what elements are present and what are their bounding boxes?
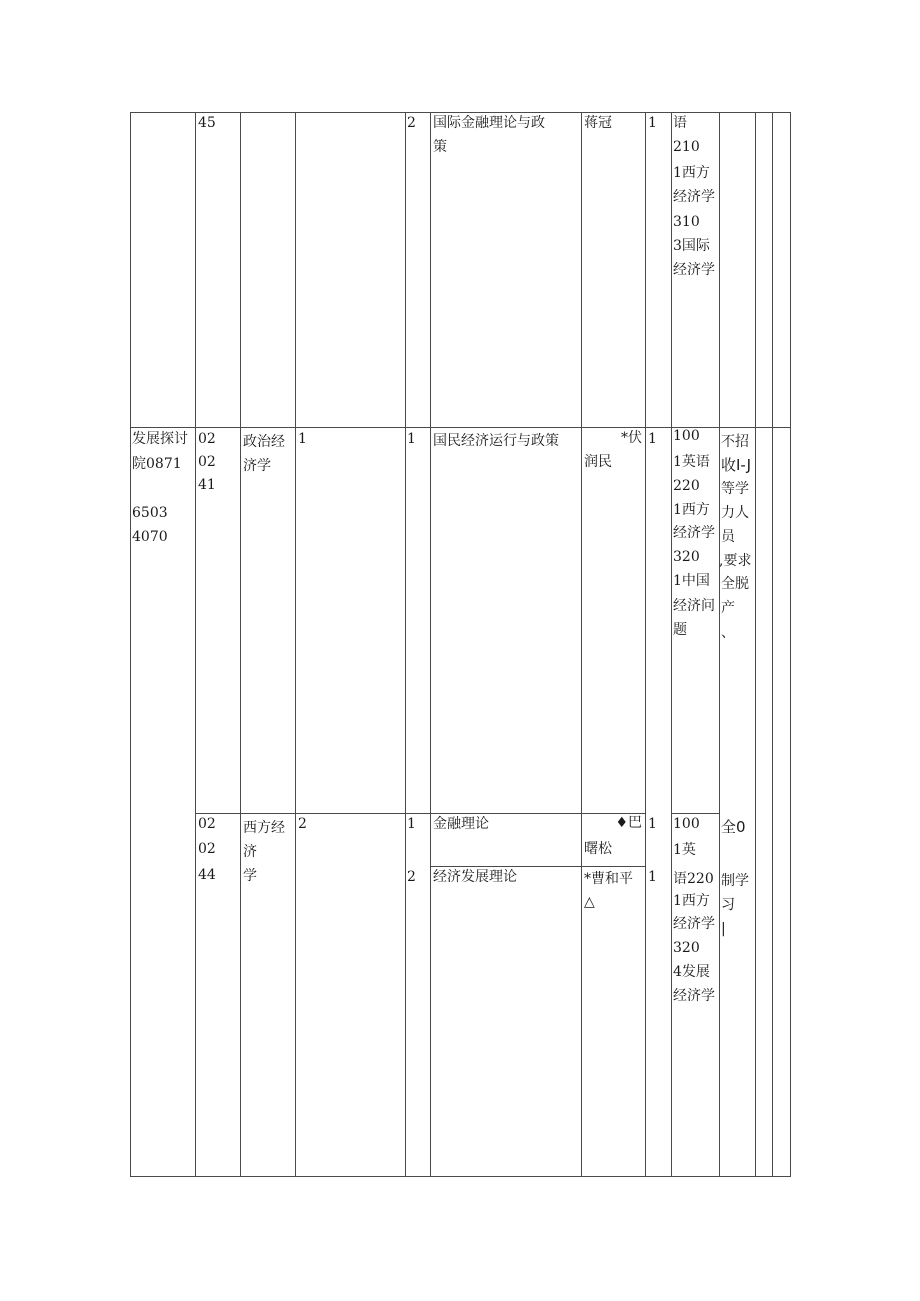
tutor-name: *曹和平 xyxy=(584,871,633,887)
enrollment-plan: 2 xyxy=(298,816,307,832)
enrollment-count: 1 xyxy=(648,869,657,885)
enrollment-count: 1 xyxy=(648,816,657,832)
direction-name: 国民经济运行与政策 xyxy=(433,433,559,449)
direction-number: 2 xyxy=(407,869,416,885)
enrollment-plan: 1 xyxy=(298,431,307,447)
direction-name: 经济发展理论 xyxy=(433,869,517,885)
direction-name: 金融理论 xyxy=(433,816,489,832)
tutor-name: 曙松 xyxy=(584,841,612,857)
tutor-name: ♦巴 xyxy=(615,815,642,831)
major-code: 45 xyxy=(198,115,216,131)
direction-number: 1 xyxy=(407,816,416,832)
tutor-name: △ xyxy=(584,894,595,910)
document-page: 45 2 国际金融理论与政 策 蒋冠 1 语 210 1西方 经济学 310 3国际 经济学 发展探讨 院0871 6503 4070 02 02 41 政治经 济学 1 1 国民经济运行与政策 *伏 润民 1 100 1英语 220 1西方 经济学 320 1中国 经济问 题 不招 收I-J 等学 力人 员 ,要求 全脱 产 、 02 02 44 西方经 济 学 2 1 金融理论 ♦巴 曙松 1 2 经济发展理论 *曹和平 △ 1 100 1英 语220 1西方 经济学 320 4发展 经济学 全0 制学 习 | xyxy=(0,0,920,1301)
direction-name: 国际金融理论与政 xyxy=(433,115,545,131)
direction-name: 策 xyxy=(433,139,447,155)
enrollment-count: 1 xyxy=(648,115,657,131)
direction-number: 1 xyxy=(407,431,416,447)
enrollment-count: 1 xyxy=(648,431,657,447)
tutor-name: 蒋冠 xyxy=(584,115,612,131)
direction-number: 2 xyxy=(407,115,416,131)
